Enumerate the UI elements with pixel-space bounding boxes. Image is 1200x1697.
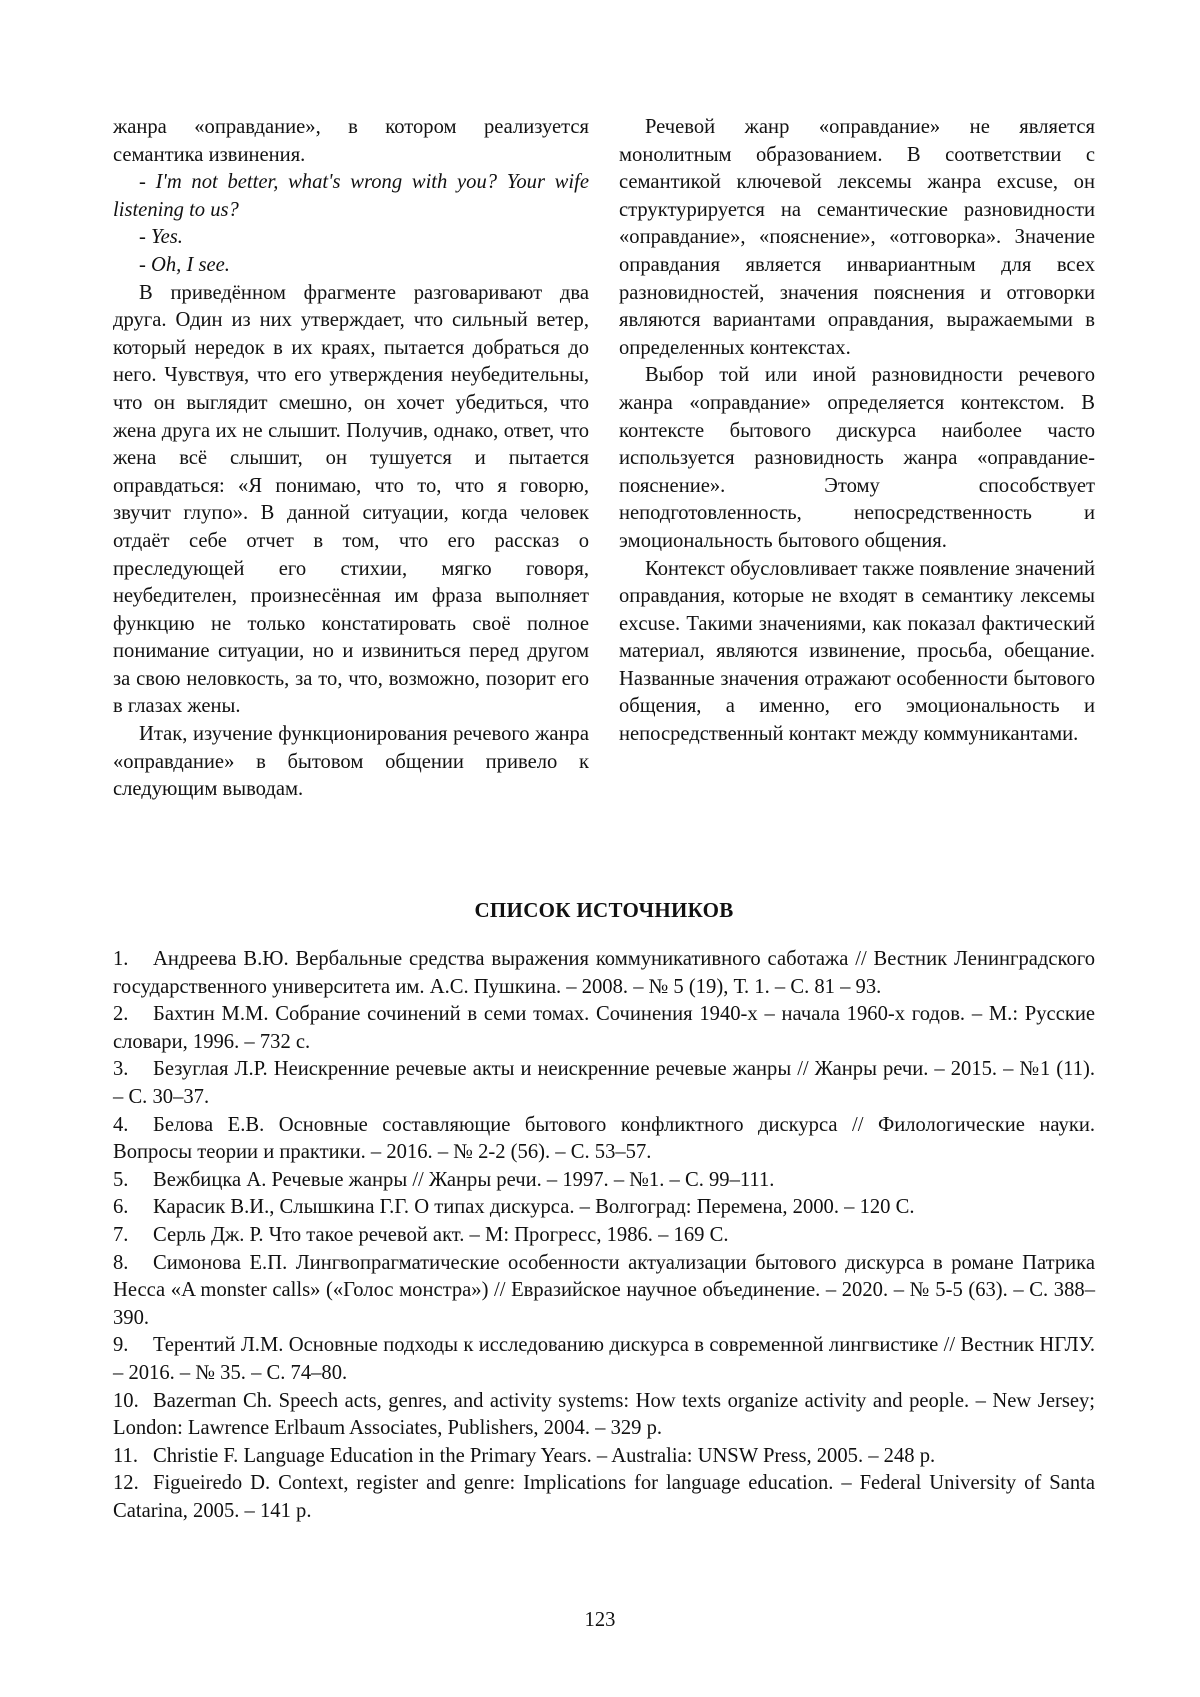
reference-item xyxy=(113,1194,1095,1222)
reference-text: Christie F. Language Education in the Primary Years. – Australia: UNSW Press, 2005. – 248 p. xyxy=(153,1444,936,1467)
paragraph: Контекст обусловливает также появление значений оправдания, которые не входят в семантику лексемы excuse. Такими значениями, как показал фактический материал, являются извинение, просьба, обещание. Названные значения отражают особенности бытового общения, а именно, его эмоциональность и непосредственный контакт между коммуникантами. xyxy=(619,557,1095,746)
reference-number: 11. xyxy=(113,1444,138,1467)
reference-item xyxy=(113,1443,1095,1471)
references-list xyxy=(113,946,1095,1525)
reference-item xyxy=(113,1112,1095,1167)
reference-number: 12. xyxy=(113,1472,139,1495)
reference-item xyxy=(113,1001,1095,1056)
reference-item xyxy=(113,1388,1095,1443)
reference-number: 3. xyxy=(113,1058,129,1081)
reference-item xyxy=(113,1222,1095,1250)
reference-text: Безуглая Л.Р. Неискренние речевые акты и неискренние речевые жанры // Жанры речи. – 2015. – №1 (11). – С. 30–37. xyxy=(113,1058,1095,1108)
reference-item xyxy=(113,1056,1095,1111)
reference-text: Карасик В.И., Слышкина Г.Г. О типах дискурса. – Волгоград: Перемена, 2000. – 120 С. xyxy=(153,1196,915,1219)
paragraph: Итак, изучение функционирования речевого жанра «оправдание» в бытовом общении привело к следующим выводам. xyxy=(113,723,589,801)
dialogue-line: - Oh, I see. xyxy=(139,253,230,276)
paragraph: жанра «оправдание», в котором реализуется семантика извинения. xyxy=(113,116,589,166)
reference-item xyxy=(113,1332,1095,1387)
reference-number: 10. xyxy=(113,1389,139,1412)
reference-text: Бахтин М.М. Собрание сочинений в семи томах. Сочинения 1940-х – начала 1960-х годов. – М.: Русские словари, 1996. – 732 с. xyxy=(113,1003,1095,1053)
dialogue-line: - I'm not better, what's wrong with you? Your wife listening to us? xyxy=(113,171,589,221)
paragraph: Речевой жанр «оправдание» не является монолитным образованием. В соответствии с семантикой ключевой лексемы жанра excuse, он структурируется на семантические разновидности «оправдание», «пояснение», «отговорка». Значение оправдания является инвариантным для всех разновидностей, значения пояснения и отговорки являются вариантами оправдания, выражаемыми в определенных контекстах. xyxy=(619,116,1095,359)
reference-text: Терентий Л.М. Основные подходы к исследованию дискурса в современной лингвистике // Вестник НГЛУ. – 2016. – № 35. – С. 74–80. xyxy=(113,1334,1095,1384)
reference-text: Bazerman Ch. Speech acts, genres, and activity systems: How texts organize activity and people. – New Jersey; London: Lawrence Erlbaum Associates, Publishers, 2004. – 329 p. xyxy=(113,1389,1095,1440)
reference-item xyxy=(113,1167,1095,1195)
reference-number: 8. xyxy=(113,1251,129,1274)
reference-number: 2. xyxy=(113,1003,129,1026)
reference-number: 6. xyxy=(113,1196,129,1219)
reference-text: Андреева В.Ю. Вербальные средства выражения коммуникативного саботажа // Вестник Ленинградского государственного университета им. А.С. Пушкина. – 2008. – № 5 (19), Т. 1. – С. 81 – 93. xyxy=(113,948,1095,998)
reference-item xyxy=(113,1250,1095,1333)
paragraph: Выбор той или иной разновидности речевого жанра «оправдание» определяется контекстом. В контексте бытового дискурса наиболее часто используется разновидность жанра «оправдание-пояснение». Этому способствует неподготовленность, непосредственность и эмоциональность бытового общения. xyxy=(619,364,1095,552)
page-number: 123 xyxy=(584,1609,616,1631)
paragraph: В приведённом фрагменте разговаривают два друга. Один из них утверждает, что сильный ветер, который нередок в их краях, пытается добраться до него. Чувствуя, что его утверждения неубедительны, что он выглядит смешно, он хочет убедиться, что жена друга их не слышит. Получив, однако, ответ, что жена всё слышит, он тушуется и пытается оправдаться: «Я понимаю, что то, что я говорю, звучит глупо». В данной ситуации, когда человек отдаёт себе отчет в том, что его рассказ о преследующей его стихии, мягко говоря, неубедителен, произнесённая им фраза выполняет функцию не только констатировать своё полное понимание ситуации, но и извиниться перед другом за свою неловкость, за то, что, возможно, позорит его в глазах жены. xyxy=(113,281,589,718)
reference-number: 9. xyxy=(113,1334,129,1357)
reference-text: Белова Е.В. Основные составляющие бытового конфликтного дискурса // Филологические науки. Вопросы теории и практики. – 2016. – № 2-2 (56). – С. 53–57. xyxy=(113,1113,1095,1164)
references-heading: СПИСОК ИСТОЧНИКОВ xyxy=(474,898,734,922)
reference-text: Figueiredo D. Context, register and genre: Implications for language education. – Federal University of Santa Catarina, 2005. – 141 p. xyxy=(113,1472,1095,1522)
left-column xyxy=(113,114,589,804)
reference-number: 7. xyxy=(113,1223,129,1246)
reference-text: Симонова Е.П. Лингвопрагматические особенности актуализации бытового дискурса в романе Патрика Несса «A monster calls» («Голос монстра») // Евразийское научное объединение. – 2020. – № 5-5 (63). – С. 388–390. xyxy=(113,1251,1095,1329)
right-column xyxy=(619,114,1095,804)
reference-item xyxy=(113,1470,1095,1525)
reference-number: 5. xyxy=(113,1168,129,1191)
reference-text: Серль Дж. Р. Что такое речевой акт. – М: Прогресс, 1986. – 169 С. xyxy=(153,1223,729,1246)
body-columns xyxy=(113,114,1095,804)
reference-text: Вежбицка А. Речевые жанры // Жанры речи. – 1997. – №1. – С. 99–111. xyxy=(153,1168,775,1191)
reference-item xyxy=(113,946,1095,1001)
dialogue-line: - Yes. xyxy=(139,226,183,249)
reference-number: 1. xyxy=(113,948,129,970)
reference-number: 4. xyxy=(113,1113,129,1136)
